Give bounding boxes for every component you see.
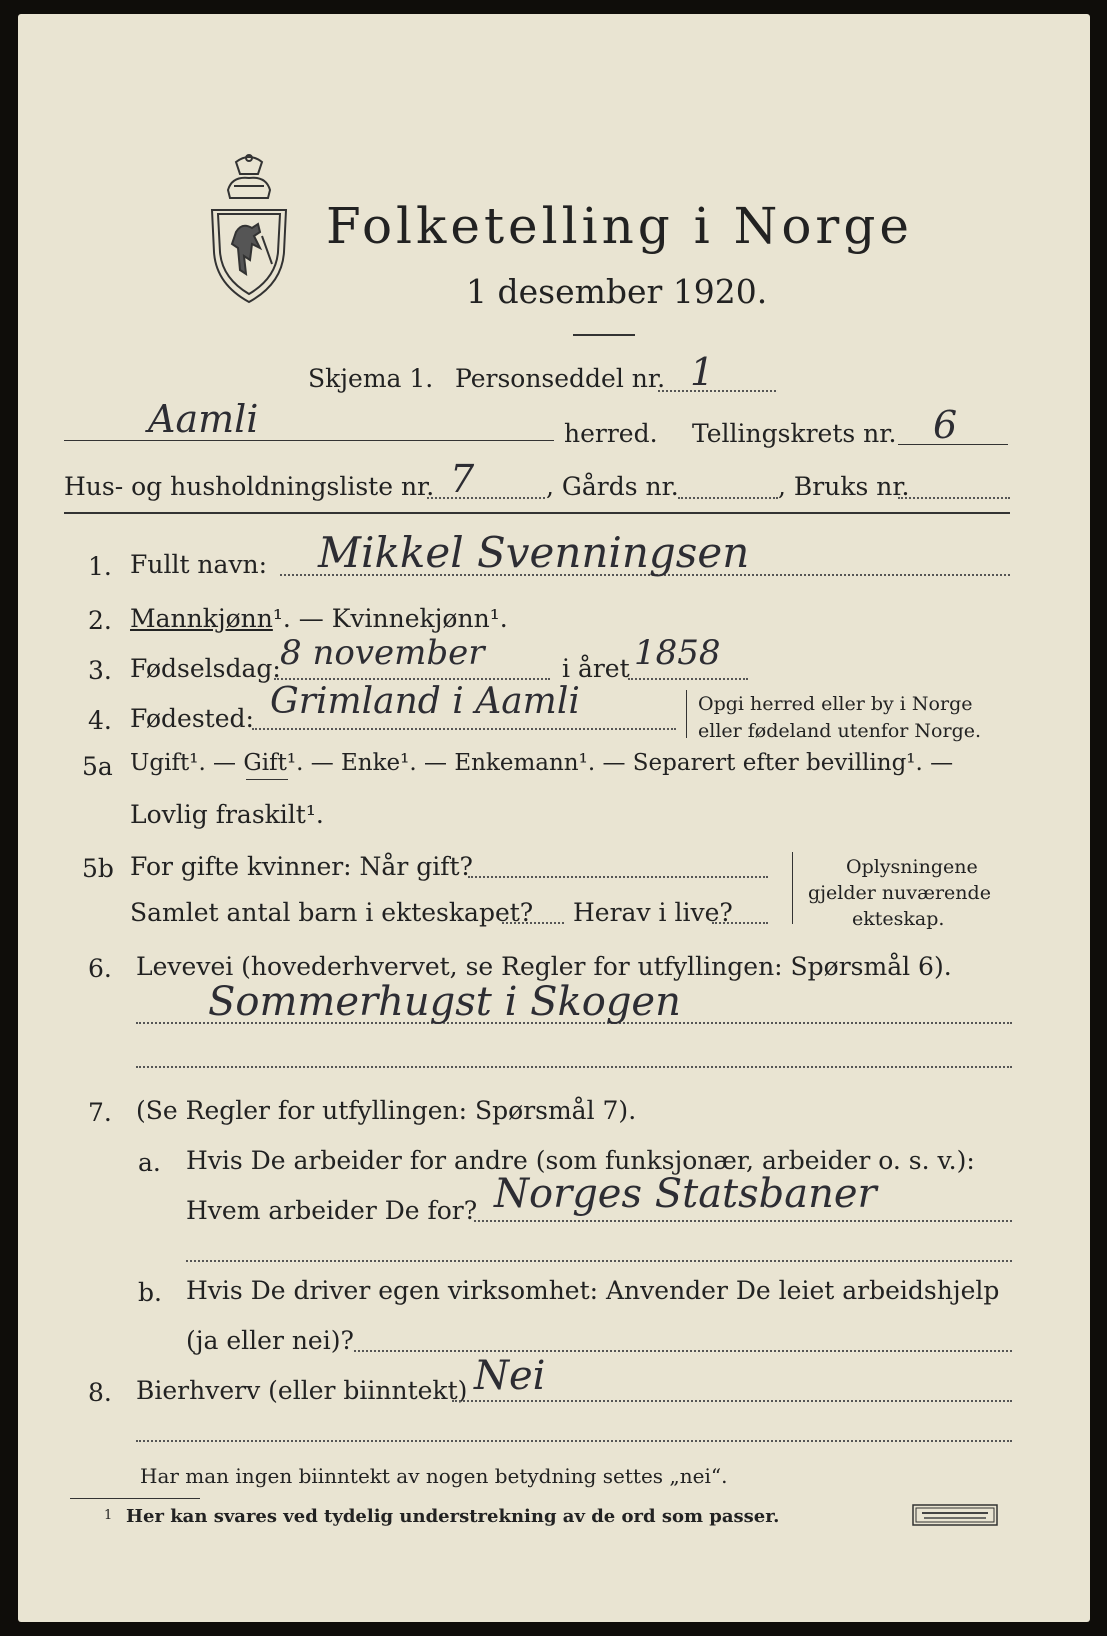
personseddel-line xyxy=(658,390,776,392)
q3-label: Fødselsdag: xyxy=(130,654,281,683)
q6-label: Levevei (hovederhvervet, se Regler for utfyllingen: Spørsmål 6). xyxy=(136,952,952,981)
q7-label: (Se Regler for utfyllingen: Spørsmål 7). xyxy=(136,1096,637,1125)
q3-year-value: 1858 xyxy=(634,633,721,673)
q5b-brace xyxy=(792,852,793,924)
skjema-label: Skjema 1. xyxy=(308,364,434,393)
q7a-line xyxy=(474,1220,1012,1222)
q8-value: Nei xyxy=(474,1353,546,1399)
q3-value: 8 november xyxy=(280,633,485,673)
mannkjonn-option: Mannkjønn xyxy=(130,604,273,633)
q5b-note-2: gjelder nuværende xyxy=(808,882,991,904)
q7a-number: a. xyxy=(138,1148,161,1177)
q1-number: 1. xyxy=(88,552,112,581)
q7b-line2: (ja eller nei)? xyxy=(186,1326,354,1355)
q3-number: 3. xyxy=(88,656,112,685)
q5b-note-3: ekteskap. xyxy=(852,908,945,930)
q1-value: Mikkel Svenningsen xyxy=(318,528,750,577)
herred-label: herred. xyxy=(564,419,658,448)
personseddel-label: Personseddel nr. xyxy=(455,364,666,393)
q2-options xyxy=(130,606,508,631)
q3-year-line xyxy=(628,678,748,680)
tellingskrets-value: 6 xyxy=(933,403,958,447)
hus-value: 7 xyxy=(450,457,475,501)
census-form xyxy=(18,14,1090,1622)
q7b-line1: Hvis De driver egen virksomhet: Anvender De leiet arbeidshjelp xyxy=(186,1276,1000,1305)
q4-value: Grimland i Aamli xyxy=(270,681,580,722)
footnote-divider xyxy=(70,1498,200,1499)
q5a-line2: Lovlig fraskilt¹. xyxy=(130,800,324,829)
q5b-note-1: Oplysningene xyxy=(846,856,978,878)
q5b-alive-line xyxy=(712,922,768,924)
q4-note-1: Opgi herred eller by i Norge xyxy=(698,693,973,715)
q5a-number: 5a xyxy=(82,752,113,781)
q5b-line1: For gifte kvinner: Når gift? xyxy=(130,852,473,881)
q8-line xyxy=(452,1400,1012,1402)
q8-label: Bierhverv (eller biinntekt) xyxy=(136,1376,468,1405)
q6-line-2 xyxy=(136,1066,1012,1068)
q4-line xyxy=(252,728,676,730)
norway-coat-of-arms-icon xyxy=(206,152,292,308)
q1-label: Fullt navn: xyxy=(130,550,268,579)
q2-end: ¹. xyxy=(489,604,508,633)
tellingskrets-label: Tellingskrets nr. xyxy=(692,419,897,448)
q5b-number: 5b xyxy=(82,854,114,883)
hus-line xyxy=(427,497,545,499)
q7b-line xyxy=(354,1350,1012,1352)
header-divider xyxy=(64,512,1010,514)
q7a-line2: Hvem arbeider De for? xyxy=(186,1196,478,1225)
q6-number: 6. xyxy=(88,954,112,983)
q7a-line-2 xyxy=(186,1260,1012,1262)
footnote-text: Her kan svares ved tydelig understrekning av de ord som passer. xyxy=(126,1506,780,1527)
q5b-when-line xyxy=(468,876,768,878)
herred-value: Aamli xyxy=(148,397,259,441)
kvinnekjonn-option: Kvinnekjønn xyxy=(331,604,490,633)
gards-line xyxy=(678,497,778,499)
q7a-line1: Hvis De arbeider for andre (som funksjonær, arbeider o. s. v.): xyxy=(186,1146,975,1175)
q3-year-label: i året xyxy=(562,654,630,683)
title-divider xyxy=(573,334,635,336)
q5b-children-line xyxy=(502,922,564,924)
q2-separator: ¹. — xyxy=(272,604,332,633)
q7-number: 7. xyxy=(88,1098,112,1127)
gards-label: , Gårds nr. xyxy=(546,472,679,501)
herred-line xyxy=(64,440,554,441)
q4-label: Fødested: xyxy=(130,704,254,733)
form-date: 1 desember 1920. xyxy=(466,272,768,311)
gift-underline xyxy=(246,779,288,780)
q5b-line2b: Herav i live? xyxy=(573,898,733,927)
footnote-mark: 1 xyxy=(104,1508,113,1523)
printer-stamp-icon xyxy=(912,1504,998,1526)
q5a-line1: Ugift¹. — Gift¹. — Enke¹. — Enkemann¹. — Separert efter bevilling¹. — xyxy=(130,750,954,776)
q6-value: Sommerhugst i Skogen xyxy=(208,979,681,1025)
q8-line-2 xyxy=(136,1440,1012,1442)
hus-label: Hus- og husholdningsliste nr. xyxy=(64,472,435,501)
q4-number: 4. xyxy=(88,706,112,735)
personseddel-value: 1 xyxy=(690,350,715,394)
q8-number: 8. xyxy=(88,1378,112,1407)
q7a-value: Norges Statsbaner xyxy=(494,1171,877,1217)
footer-note: Har man ingen biinntekt av nogen betydning settes „nei“. xyxy=(140,1464,728,1488)
q4-note-2: eller fødeland utenfor Norge. xyxy=(698,720,982,742)
q7b-number: b. xyxy=(138,1278,162,1307)
q3-line xyxy=(274,678,550,680)
bruks-label: , Bruks nr. xyxy=(778,472,910,501)
q2-number: 2. xyxy=(88,606,112,635)
q4-brace xyxy=(686,690,687,738)
form-title: Folketelling i Norge xyxy=(326,197,913,255)
bruks-line xyxy=(898,497,1010,499)
q5b-line2a: Samlet antal barn i ekteskapet? xyxy=(130,898,534,927)
